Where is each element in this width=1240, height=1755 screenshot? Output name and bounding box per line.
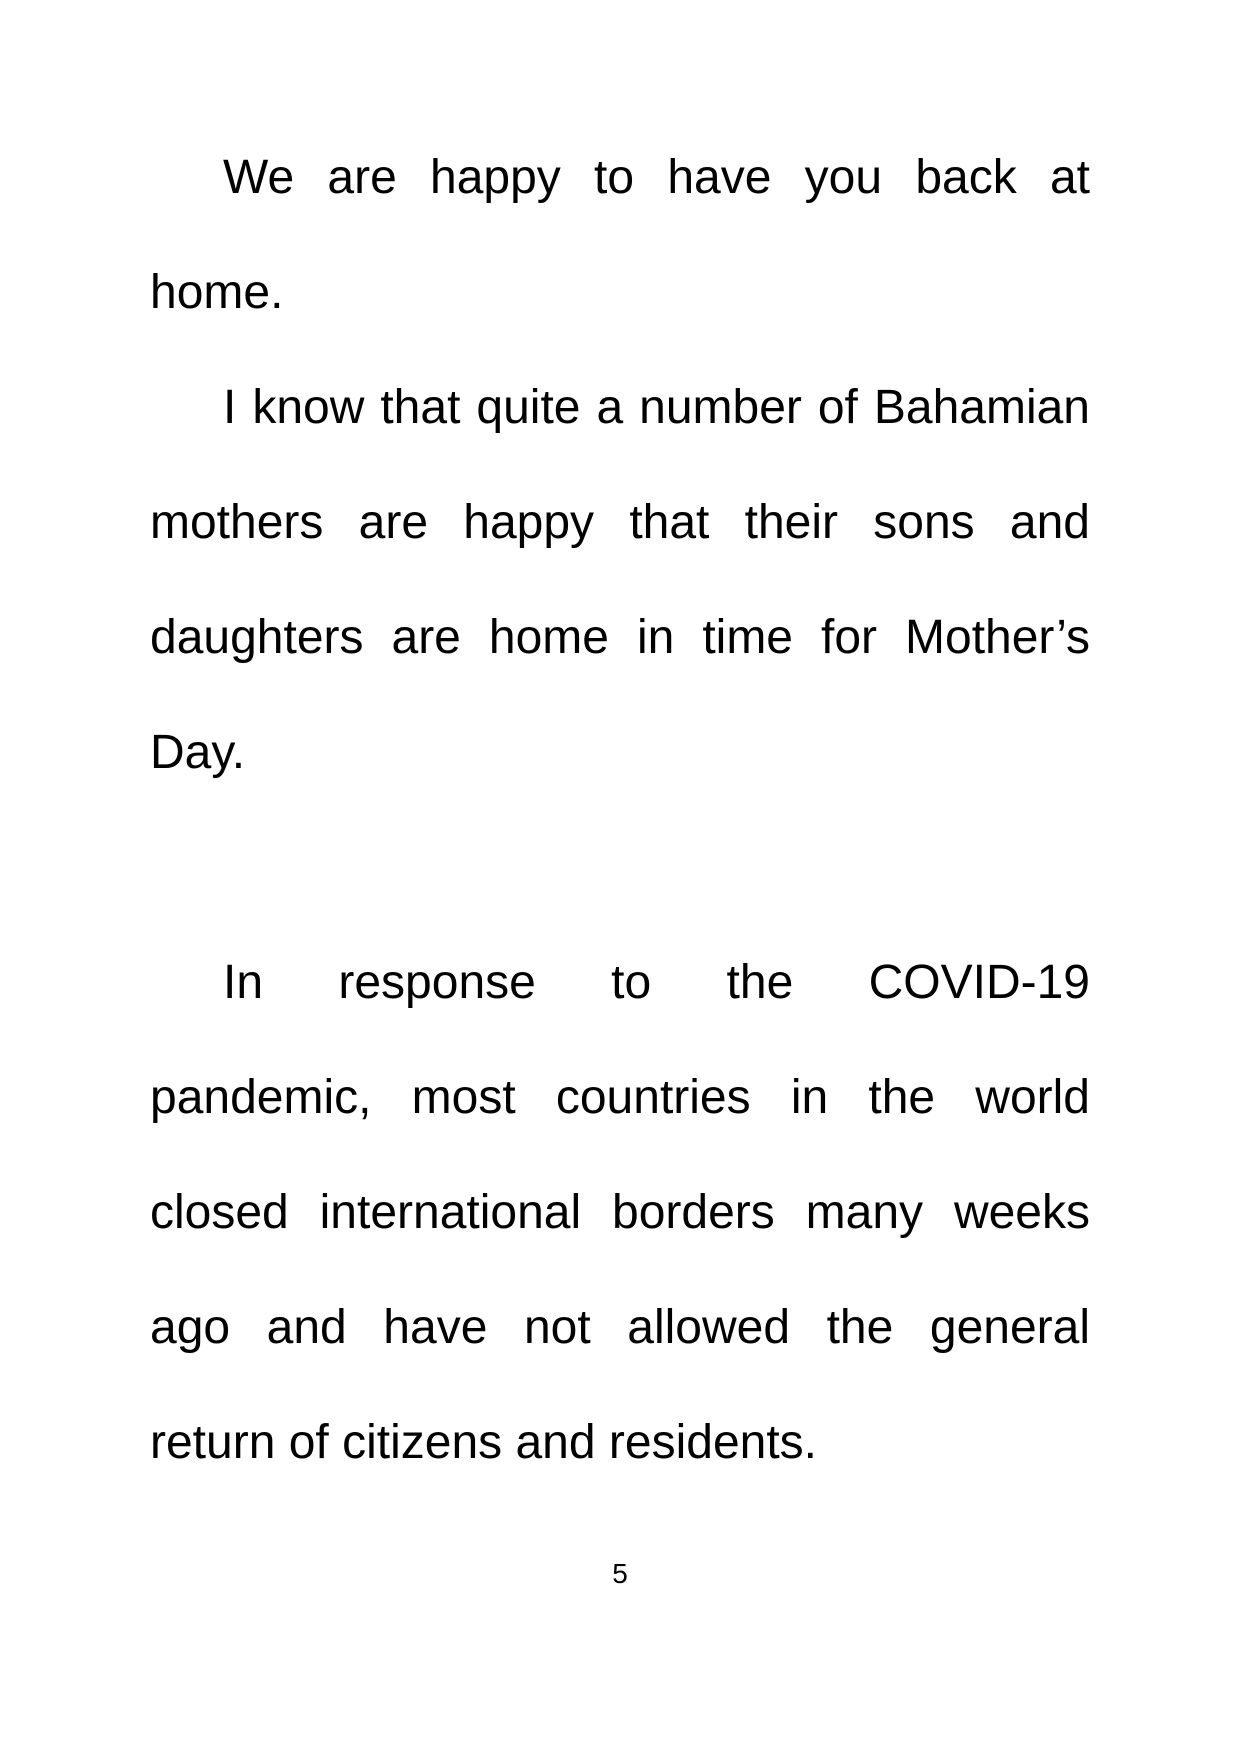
blank-line (150, 810, 1090, 925)
page-number: 5 (612, 1558, 628, 1589)
paragraph-covid-borders (150, 925, 1090, 1500)
text-line: pandemic, most countries in the world (150, 1071, 1090, 1124)
text-line: ago and have not allowed the general (150, 1301, 1090, 1354)
text-line: closed international borders many weeks (150, 1186, 1090, 1239)
document-body (150, 120, 1090, 1500)
text-line: Day. (150, 726, 246, 779)
text-line: mothers are happy that their sons and (150, 496, 1090, 549)
text-line: daughters are home in time for Mother’s (150, 611, 1090, 664)
paragraph-welcome-home (150, 120, 1090, 350)
text-line: home. (150, 266, 284, 319)
text-line: We are happy to have you back at (223, 151, 1090, 204)
text-line: return of citizens and residents. (150, 1416, 818, 1469)
text-line: In response to the COVID-19 (223, 956, 1090, 1009)
paragraph-mothers-day (150, 350, 1090, 810)
page-footer (0, 1558, 1240, 1590)
text-line: I know that quite a number of Bahamian (223, 381, 1090, 434)
